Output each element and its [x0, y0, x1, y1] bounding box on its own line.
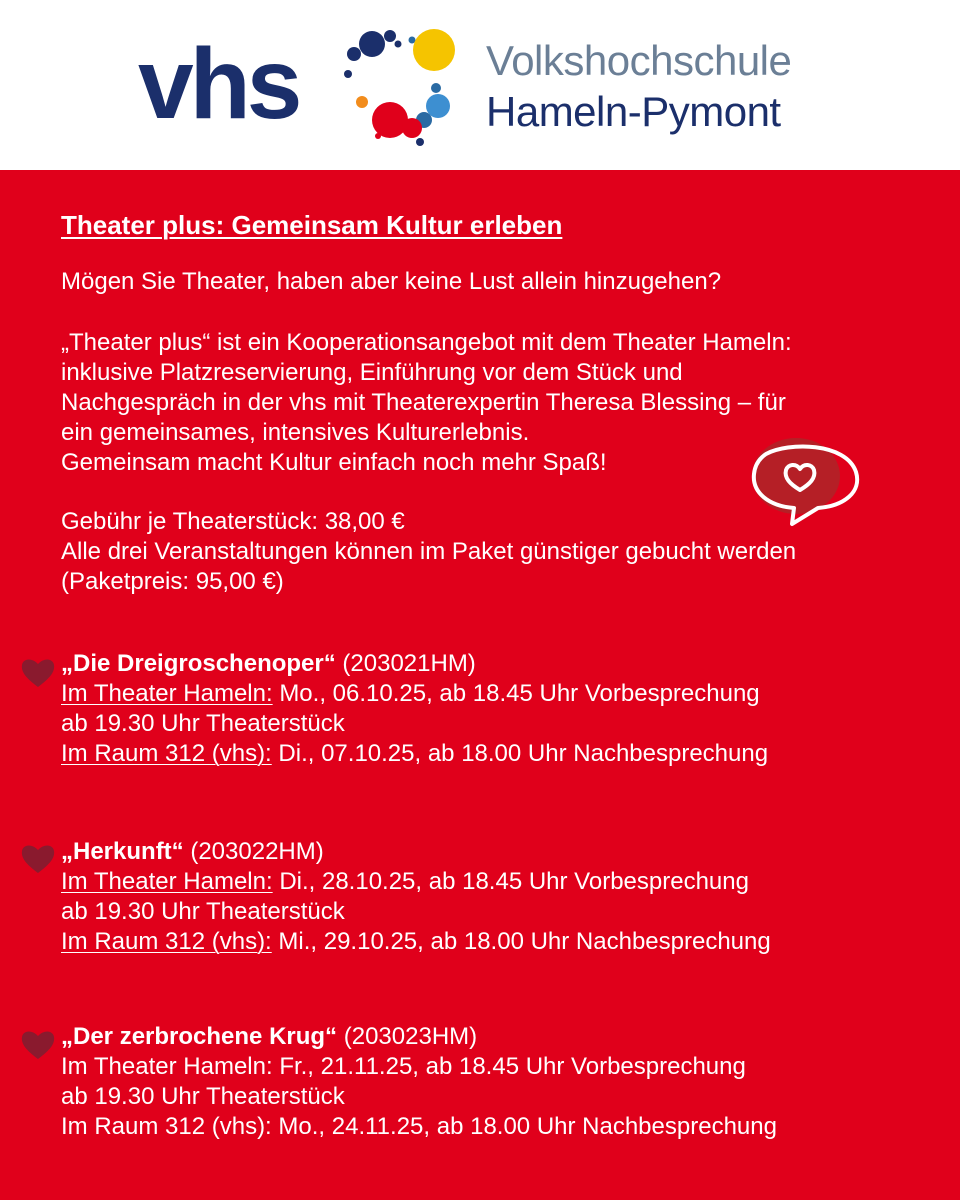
theater-label: Im Theater Hameln:	[61, 1053, 273, 1080]
event-code: (203023HM)	[343, 1023, 478, 1050]
logo-dots-icon	[338, 24, 468, 146]
intro-line: ein gemeinsames, intensives Kulturerlebnis.	[61, 419, 530, 446]
logo-line-hameln-pyrmont: Hameln-Pymont	[486, 88, 781, 135]
fee-single: Gebühr je Theaterstück: 38,00 €	[61, 508, 405, 535]
event-room-line	[61, 1112, 777, 1142]
event-title: „Die Dreigroschenoper“	[61, 650, 336, 677]
logo-line-volkshochschule: Volkshochschule	[486, 37, 792, 84]
heart-icon	[20, 842, 56, 874]
theater-label: Im Theater Hameln:	[61, 868, 273, 895]
room-label: Im Raum 312 (vhs):	[61, 928, 272, 955]
event-theater-time: ab 19.30 Uhr Theaterstück	[61, 898, 345, 925]
room-details: Mi., 29.10.25, ab 18.00 Uhr Nachbesprechung	[278, 928, 771, 955]
header	[0, 0, 960, 170]
intro-line: Nachgespräch in der vhs mit Theaterexpertin Theresa Blessing – für	[61, 389, 786, 416]
fee-package-note: Alle drei Veranstaltungen können im Paket günstiger gebucht werden	[61, 538, 797, 565]
fee-package-price: (Paketpreis: 95,00 €)	[61, 568, 284, 595]
intro-question: Mögen Sie Theater, haben aber keine Lust allein hinzugehen?	[61, 268, 722, 295]
event-theater-line	[61, 1052, 746, 1082]
room-details: Mo., 24.11.25, ab 18.00 Uhr Nachbesprechung	[278, 1113, 777, 1140]
event-code: (203021HM)	[342, 650, 476, 677]
event-theater-time: ab 19.30 Uhr Theaterstück	[61, 1083, 345, 1110]
event-title-line	[61, 649, 476, 679]
theater-details: Fr., 21.11.25, ab 18.45 Uhr Vorbesprechung	[279, 1053, 746, 1080]
theater-details: Mo., 06.10.25, ab 18.45 Uhr Vorbesprechung	[279, 680, 760, 707]
page-title: Theater plus: Gemeinsam Kultur erleben	[61, 210, 563, 240]
room-details: Di., 07.10.25, ab 18.00 Uhr Nachbesprechung	[278, 740, 769, 767]
room-label: Im Raum 312 (vhs):	[61, 1113, 272, 1140]
event-room-line	[61, 739, 768, 769]
heart-icon	[20, 1028, 56, 1060]
event-title: „Der zerbrochene Krug“	[61, 1023, 338, 1050]
event-room-line	[61, 927, 771, 957]
theater-details: Di., 28.10.25, ab 18.45 Uhr Vorbesprechung	[279, 868, 749, 895]
intro-line: „Theater plus“ ist ein Kooperationsangebot mit dem Theater Hameln:	[61, 329, 792, 356]
vhs-logo-text: vhs	[138, 28, 299, 140]
main-content	[0, 170, 960, 1200]
event-title-line	[61, 1022, 477, 1052]
event-title-line	[61, 837, 324, 867]
event-code: (203022HM)	[190, 838, 324, 865]
theater-label: Im Theater Hameln:	[61, 680, 273, 707]
event-theater-line	[61, 679, 760, 709]
heart-icon	[20, 656, 56, 688]
intro-line: Gemeinsam macht Kultur einfach noch mehr Spaß!	[61, 449, 607, 476]
room-label: Im Raum 312 (vhs):	[61, 740, 272, 767]
intro-line: inklusive Platzreservierung, Einführung vor dem Stück und	[61, 359, 683, 386]
event-theater-time: ab 19.30 Uhr Theaterstück	[61, 710, 345, 737]
event-theater-line	[61, 867, 749, 897]
event-title: „Herkunft“	[61, 838, 184, 865]
heart-speech-bubble-icon	[748, 436, 862, 534]
